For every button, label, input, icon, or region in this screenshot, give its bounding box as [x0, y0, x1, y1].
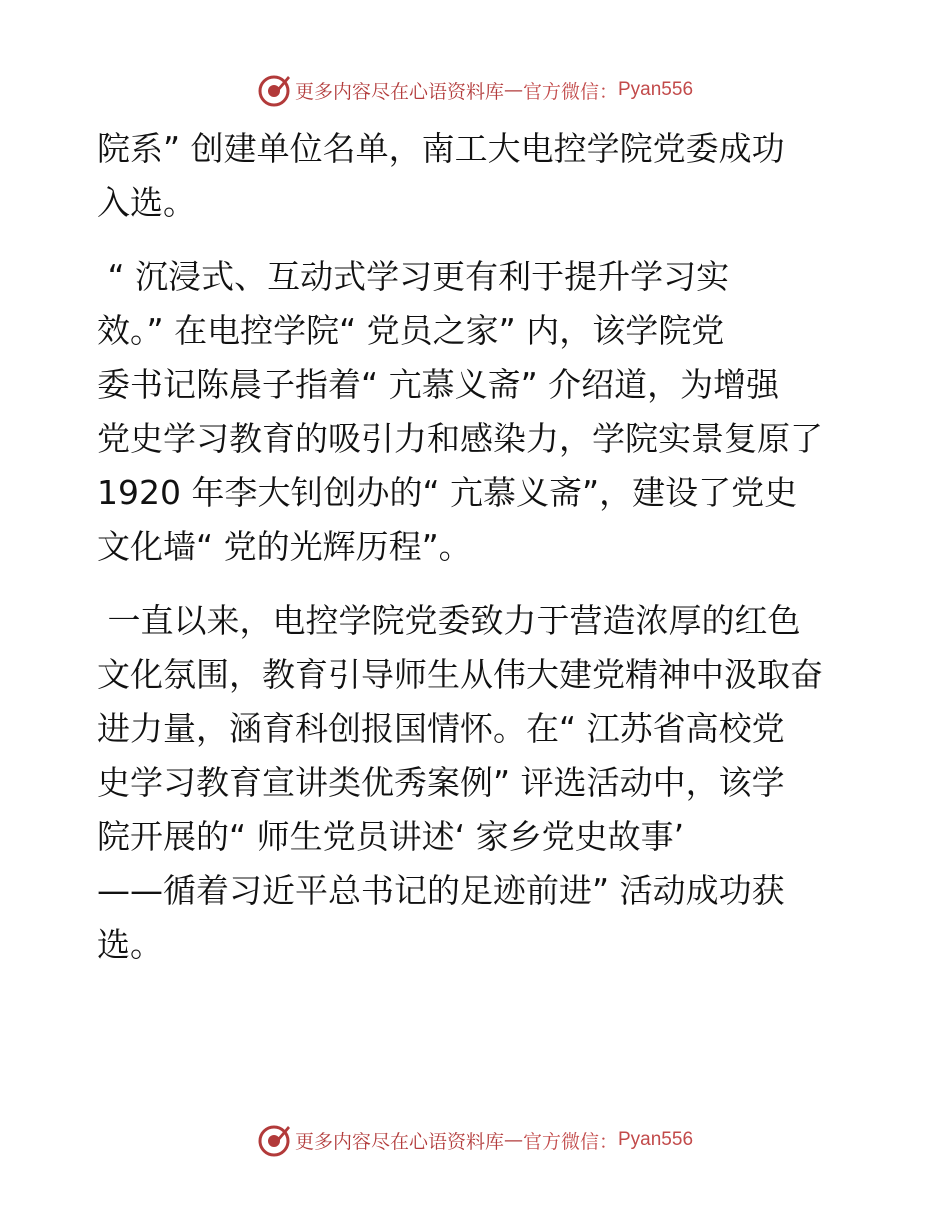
- paragraph: [97, 594, 877, 972]
- text-line: 进力量，涵育科创报国情怀。在“ 江苏省高校党: [97, 709, 785, 748]
- text-line: 选。: [97, 925, 163, 964]
- text-line: 院开展的“ 师生党员讲述‘ 家乡党史故事’: [97, 817, 685, 856]
- text-line: 委书记陈晨子指着“ 亢慕义斋” 介绍道，为增强: [97, 365, 780, 404]
- text-line: “ 沉浸式、互动式学习更有利于提升学习实: [97, 257, 730, 296]
- text-line: 效。” 在电控学院“ 党员之家” 内，该学院党: [97, 311, 725, 350]
- watermark-dash: —: [503, 1129, 523, 1151]
- text-line: ——循着习近平总书记的足迹前进” 活动成功获: [97, 871, 785, 910]
- quill-logo-icon: [257, 73, 291, 107]
- watermark-wechat-id: Pyan556: [618, 1129, 694, 1150]
- text-line: 入选。: [97, 183, 196, 222]
- text-line: 史学习教育宣讲类优秀案例” 评选活动中，该学: [97, 763, 785, 802]
- paragraph: [97, 122, 877, 230]
- text-line: 1920 年李大钊创办的“ 亢慕义斋”，建设了党史: [97, 473, 798, 512]
- watermark-wechat-label: 官方微信：: [522, 80, 618, 103]
- watermark-text: 更多内容尽在心语资料库: [294, 80, 504, 103]
- text-line: 院系” 创建单位名单，南工大电控学院党委成功: [97, 129, 785, 168]
- quill-logo-icon: [257, 1123, 291, 1157]
- watermark-wechat-label: 官方微信：: [522, 1130, 618, 1153]
- watermark-wechat-id: Pyan556: [618, 79, 694, 100]
- text-line: 党史学习教育的吸引力和感染力，学院实景复原了: [97, 419, 823, 458]
- text-line: 一直以来，电控学院党委致力于营造浓厚的红色: [97, 601, 801, 640]
- footer-watermark: [0, 1120, 950, 1160]
- paragraph: [97, 250, 877, 574]
- article-body: [97, 122, 877, 972]
- text-line: 文化墙“ 党的光辉历程”。: [97, 527, 472, 566]
- watermark-dash: —: [503, 79, 523, 101]
- watermark-text: 更多内容尽在心语资料库: [294, 1130, 504, 1153]
- text-line: 文化氛围，教育引导师生从伟大建党精神中汲取奋: [97, 655, 823, 694]
- header-watermark: [0, 70, 950, 110]
